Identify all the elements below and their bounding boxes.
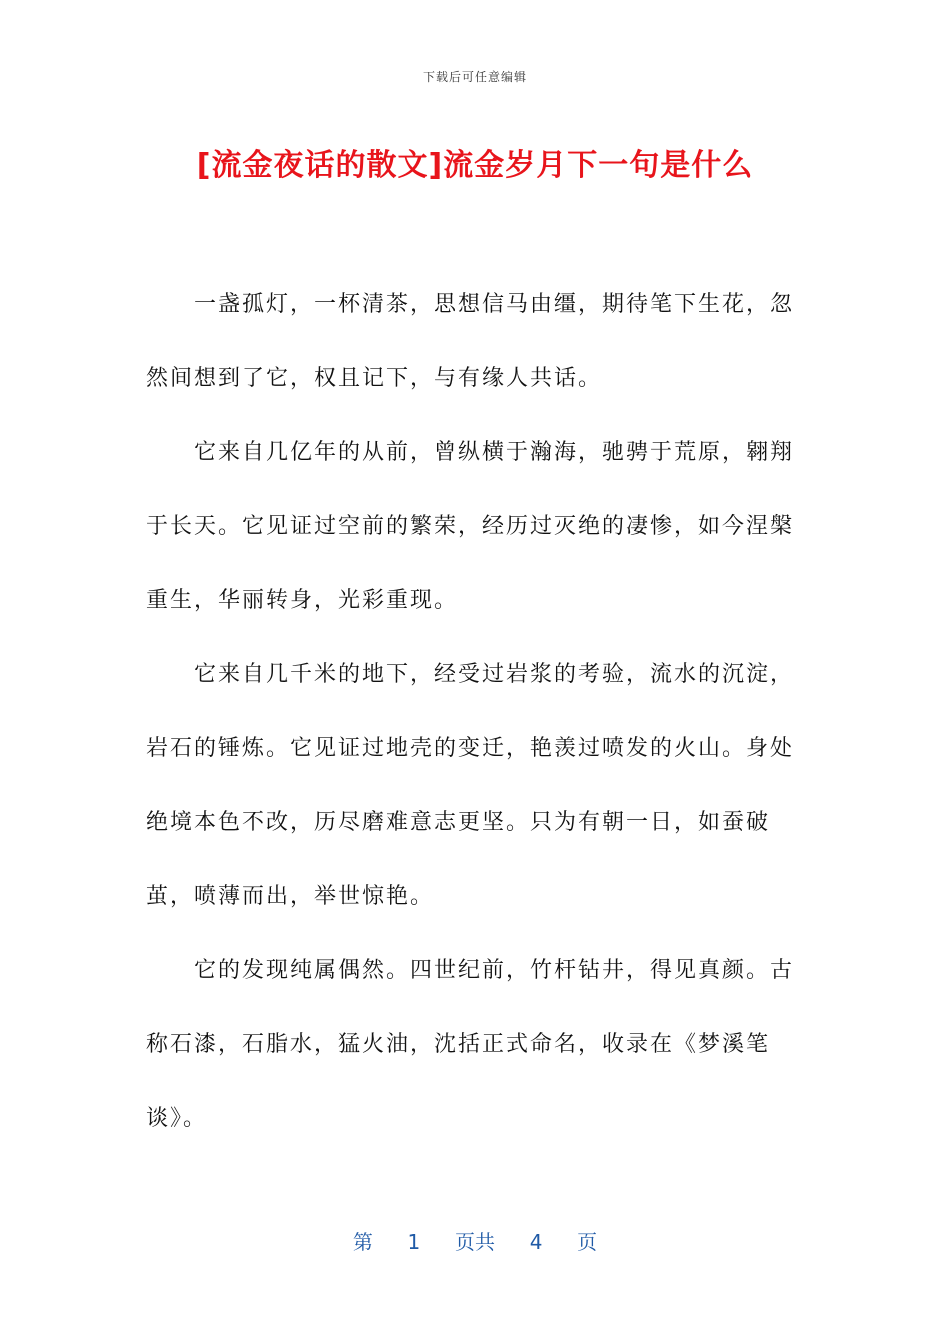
total-page-number: 4: [529, 1230, 543, 1254]
footer-suffix: 页: [577, 1230, 598, 1254]
document-title: [流金夜话的散文]流金岁月下一句是什么: [196, 148, 754, 183]
article-body: [146, 268, 810, 1156]
paragraph-1: 一盏孤灯，一杯清茶，思想信马由缰，期待笔下生花，忽然间想到了它，权且记下，与有缘人共话。: [146, 292, 795, 391]
paragraph-4: 它的发现纯属偶然。四世纪前，竹杆钻井，得见真颜。古称石漆，石脂水，猛火油，沈括正式命名，收录在《梦溪笔谈》。: [146, 958, 795, 1131]
paragraph-2: 它来自几亿年的从前，曾纵横于瀚海，驰骋于荒原，翱翔于长天。它见证过空前的繁荣，经历过灭绝的凄惨，如今涅槃重生，华丽转身，光彩重现。: [146, 440, 795, 613]
footer-prefix: 第: [352, 1230, 373, 1254]
paragraph-3: 它来自几千米的地下，经受过岩浆的考验，流水的沉淀，岩石的锤炼。它见证过地壳的变迁，艳羡过喷发的火山。身处绝境本色不改，历尽磨难意志更坚。只为有朝一日，如蚕破茧，喷薄而出，举世惊艳。: [146, 662, 795, 909]
current-page-number: 1: [407, 1230, 421, 1254]
header-note: 下载后可任意编辑: [422, 70, 527, 84]
page-footer: [0, 1226, 950, 1255]
footer-middle: 页共: [455, 1230, 495, 1254]
